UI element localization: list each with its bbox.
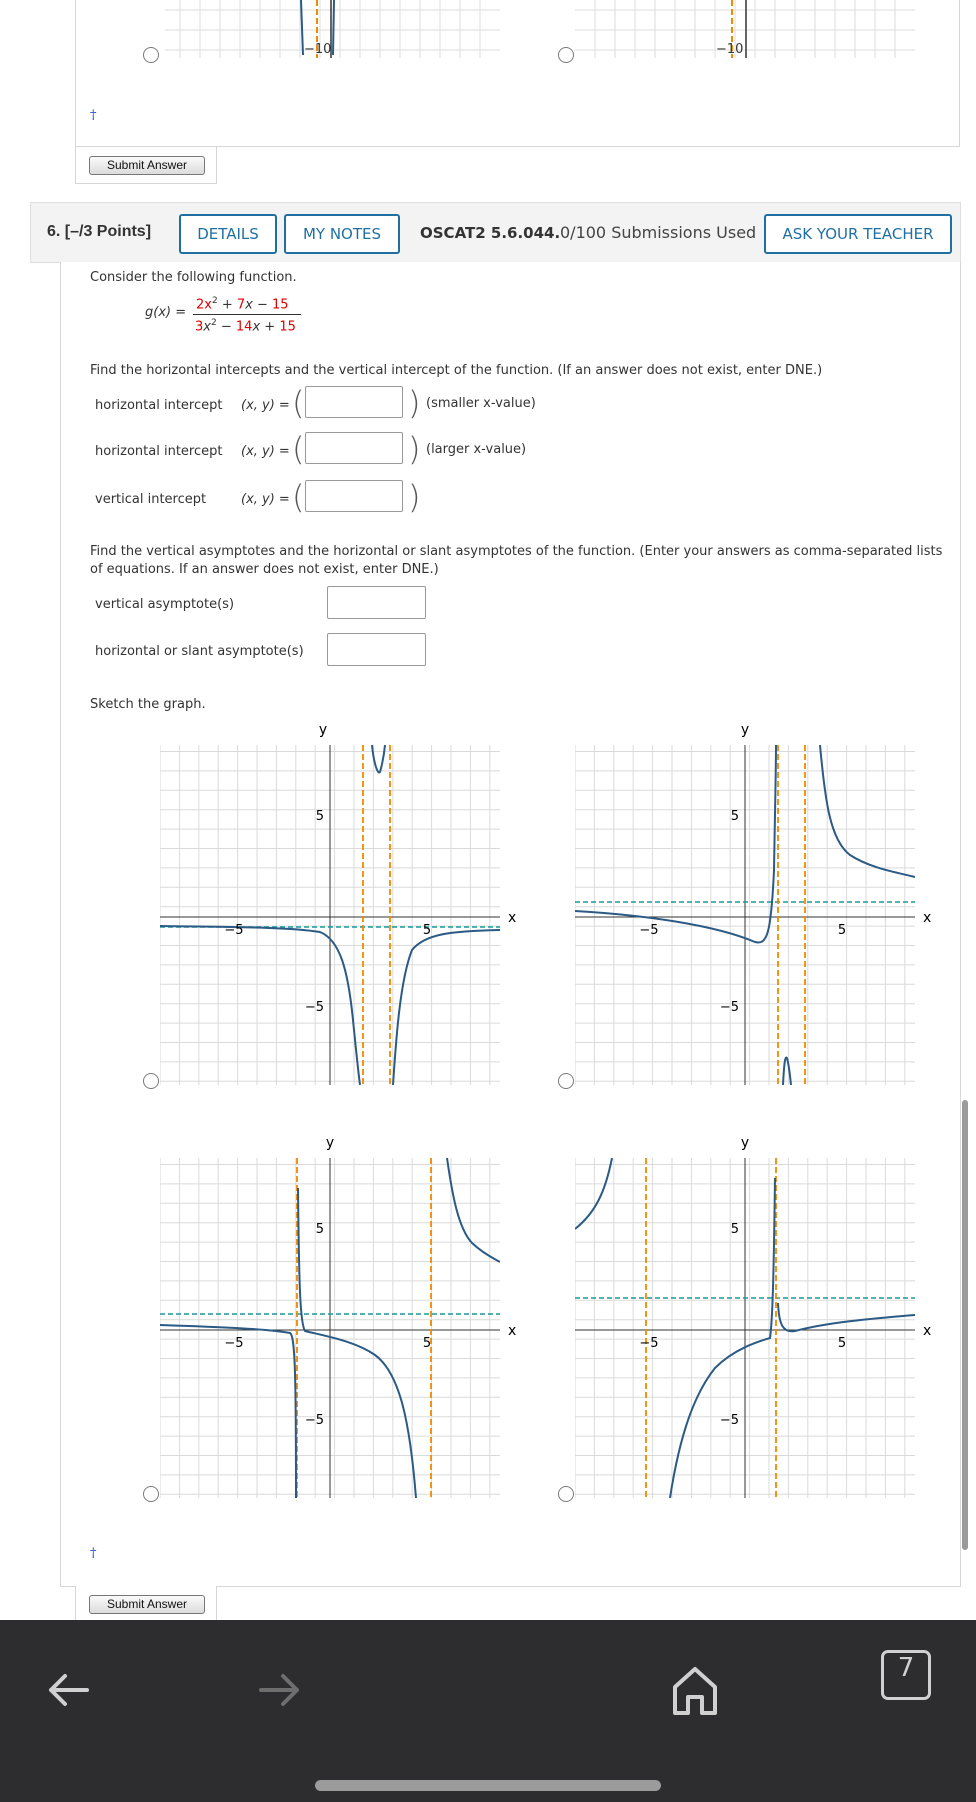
forward-icon[interactable]: [255, 1670, 305, 1710]
graph-option-c-radio[interactable]: [143, 1486, 159, 1502]
function-numerator: $2x^2 + 7x - 15$: [196, 296, 289, 313]
graph-c-tick-y-pos5: 5: [315, 1222, 324, 1237]
submit-area: [75, 1586, 217, 1620]
prev-submit-button[interactable]: Submit Answer: [89, 156, 205, 175]
question-intro: Consider the following function.: [90, 270, 297, 285]
graph-a-tick-x-neg5: −5: [224, 923, 244, 938]
intercepts-prompt: Find the horizontal intercepts and the vertical intercept of the function. (If an answer does not exist, enter DNE.): [90, 363, 823, 378]
question-code: OSCAT2 5.6.044.: [420, 224, 561, 242]
fraction-bar: [193, 314, 301, 315]
prev-graph-right: [575, 0, 915, 60]
graph-a-tick-y-pos5: 5: [315, 809, 324, 824]
graph-option-b-radio[interactable]: [558, 1073, 574, 1089]
graph-a-tick-x-pos5: 5: [422, 923, 432, 938]
graph-b-tick-x-pos5: 5: [837, 923, 847, 938]
prev-radio-left[interactable]: [143, 47, 159, 63]
graph-a-x-label: x: [508, 910, 517, 926]
intercept-label-1: horizontal intercept: [95, 398, 223, 413]
home-indicator[interactable]: [315, 1780, 661, 1791]
paren-open-1: (: [292, 384, 305, 422]
graph-b-tick-y-pos5: 5: [730, 809, 739, 824]
submissions-count: 0/100 Submissions Used: [560, 223, 757, 242]
graph-b-x-label: x: [923, 910, 932, 926]
graph-a-tick-y-neg5: −5: [304, 1000, 324, 1015]
function-lhs: g(x) =: [145, 305, 187, 320]
intercept-expr-2: (x, y) =: [241, 444, 290, 459]
graph-d-x-label: x: [923, 1323, 932, 1339]
graph-b-y-label: y: [740, 722, 750, 738]
intercept-label-2: horizontal intercept: [95, 444, 223, 459]
home-icon[interactable]: [670, 1665, 720, 1717]
prev-graph-right-tick: −10: [716, 42, 744, 57]
graph-c-tick-x-pos5: 5: [422, 1336, 432, 1351]
intercept-note-2: (larger x-value): [426, 442, 527, 457]
intercept-expr-1: (x, y) =: [241, 398, 290, 413]
graph-d-tick-y-neg5: −5: [719, 1413, 739, 1428]
paren-close-1: ): [408, 384, 421, 422]
vertical-asymptote-label: vertical asymptote(s): [95, 597, 235, 612]
graph-b-tick-x-neg5: −5: [639, 923, 659, 938]
asymptotes-prompt: Find the vertical asymptotes and the horizontal or slant asymptotes of the function. (Enter your answers as comma-separated lists of equations. If an answer does not exist, enter DNE.): [90, 544, 943, 577]
browser-bottom-bar: [0, 1620, 976, 1802]
graph-option-b: [565, 720, 945, 1090]
intercept-label-3: vertical intercept: [95, 492, 207, 507]
details-button[interactable]: DETAILS: [179, 214, 277, 254]
vertical-asymptote-input[interactable]: [327, 586, 426, 619]
graph-option-d-radio[interactable]: [558, 1486, 574, 1502]
graph-b-tick-y-neg5: −5: [719, 1000, 739, 1015]
tabs-button[interactable]: [881, 1650, 931, 1700]
graph-a-y-label: y: [318, 722, 328, 738]
graph-c-y-label: y: [325, 1135, 335, 1151]
help-dagger[interactable]: †: [90, 1546, 97, 1561]
submit-answer-button[interactable]: Submit Answer: [89, 1595, 205, 1614]
graph-c-tick-x-neg5: −5: [224, 1336, 244, 1351]
ask-teacher-button[interactable]: ASK YOUR TEACHER: [764, 214, 952, 254]
vertical-intercept-input[interactable]: [305, 480, 403, 512]
prev-submit-area: [75, 147, 217, 184]
function-denominator: $3x^2 - 14x + 15$: [195, 318, 296, 335]
sketch-prompt: Sketch the graph.: [90, 697, 206, 712]
tab-count: 7: [897, 1653, 915, 1683]
graph-d-y-label: y: [740, 1135, 750, 1151]
my-notes-button[interactable]: MY NOTES: [284, 214, 400, 254]
intercept-note-1: (smaller x-value): [426, 396, 536, 411]
graph-c-tick-y-neg5: −5: [304, 1413, 324, 1428]
graph-option-a: [150, 720, 530, 1090]
horizontal-intercept-larger-input[interactable]: [305, 432, 403, 464]
prev-help-dagger[interactable]: †: [90, 108, 97, 123]
paren-close-2: ): [408, 430, 421, 468]
horizontal-intercept-smaller-input[interactable]: [305, 386, 403, 418]
prev-radio-right[interactable]: [558, 47, 574, 63]
horizontal-slant-asymptote-label: horizontal or slant asymptote(s): [95, 644, 304, 659]
graph-c-x-label: x: [508, 1323, 517, 1339]
horizontal-slant-asymptote-input[interactable]: [327, 633, 426, 666]
question-number-points: 6. [–/3 Points]: [47, 223, 152, 240]
back-icon[interactable]: [45, 1670, 95, 1710]
graph-option-c: [150, 1133, 530, 1503]
graph-d-tick-x-pos5: 5: [837, 1336, 847, 1351]
paren-open-2: (: [292, 430, 305, 468]
graph-option-d: [565, 1133, 945, 1503]
prev-graph-left-tick: −10: [304, 42, 332, 57]
paren-close-3: ): [408, 478, 421, 516]
graph-d-tick-y-pos5: 5: [730, 1222, 739, 1237]
question-header: [30, 202, 961, 263]
graph-d-tick-x-neg5: −5: [639, 1336, 659, 1351]
graph-option-a-radio[interactable]: [143, 1073, 159, 1089]
page-scrollbar[interactable]: [962, 1100, 968, 1550]
paren-open-3: (: [292, 478, 305, 516]
intercept-expr-3: (x, y) =: [241, 492, 290, 507]
